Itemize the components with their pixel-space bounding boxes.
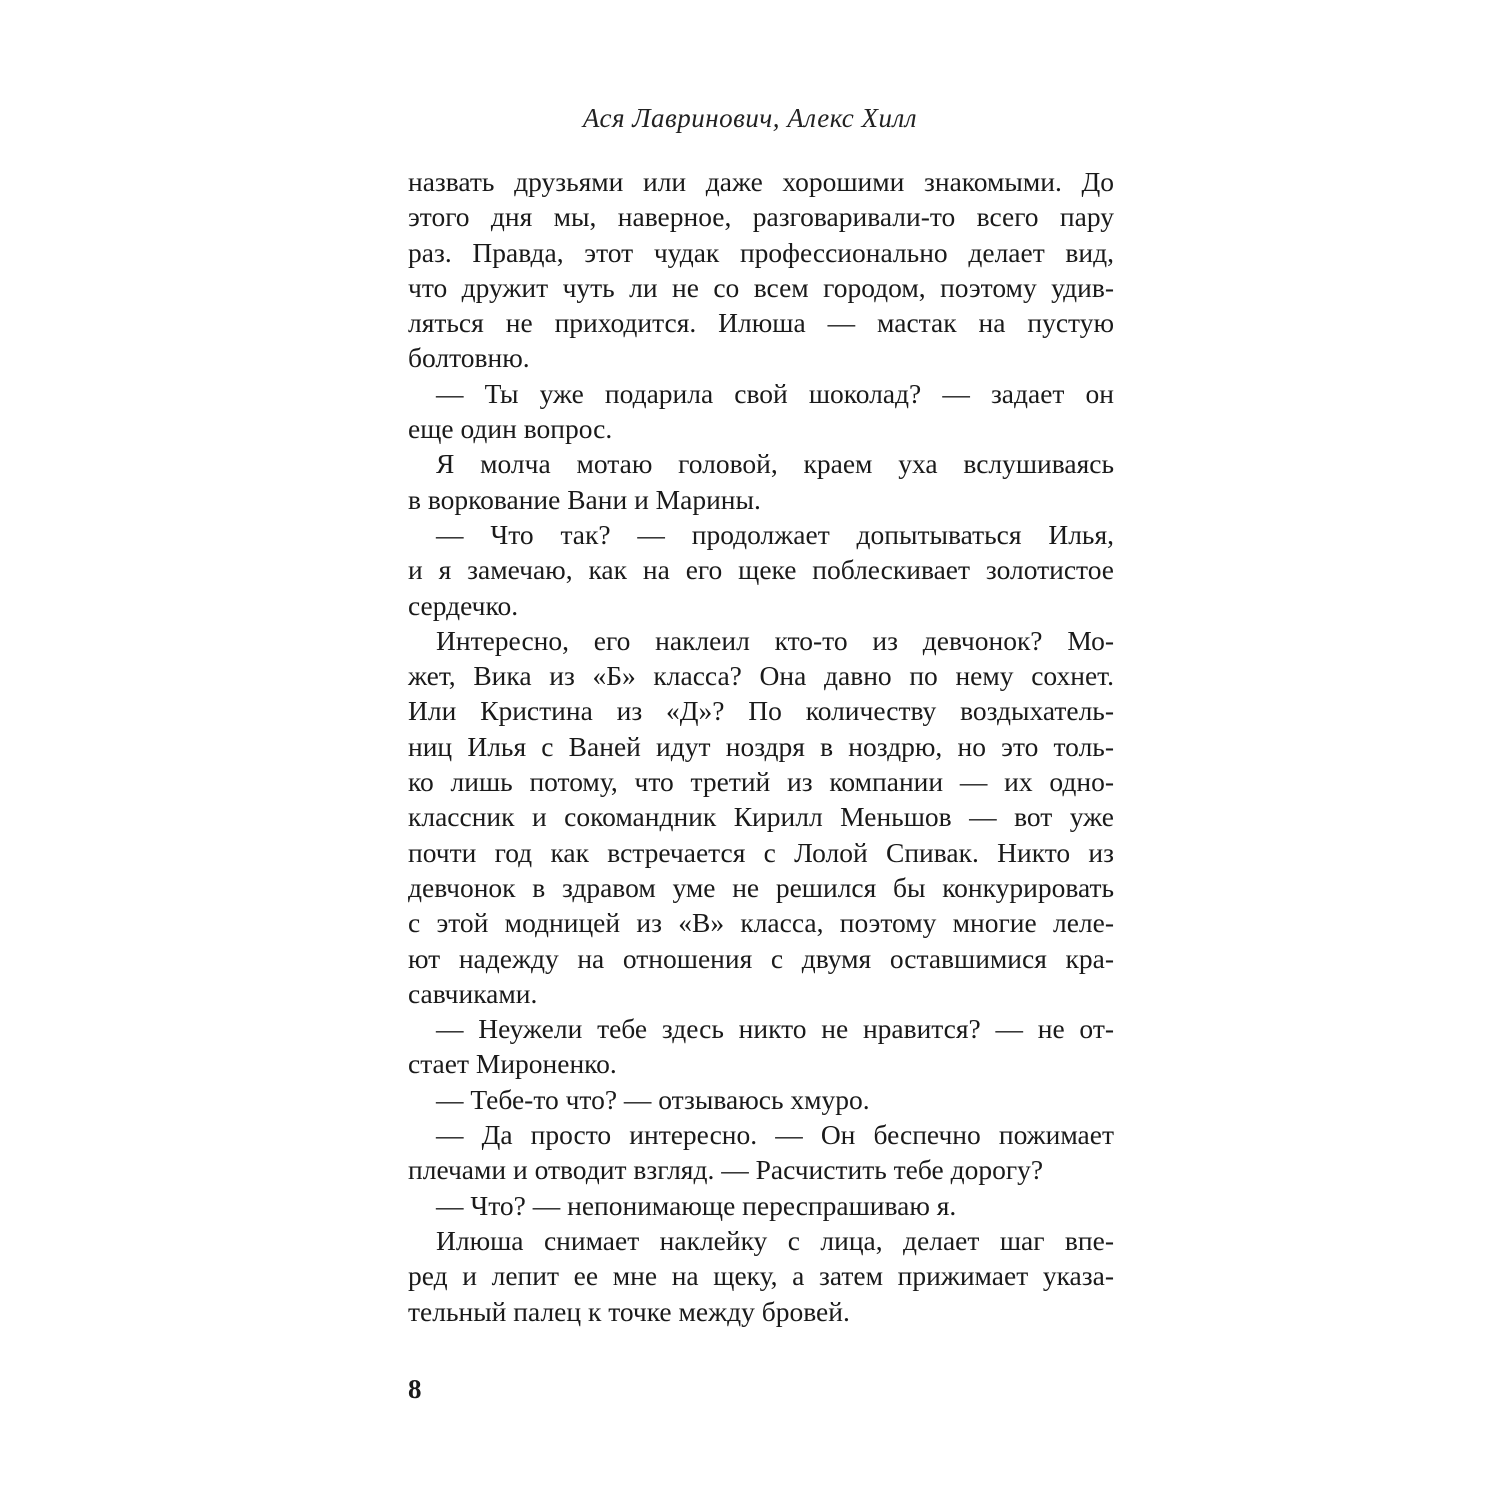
text-line: и я замечаю, как на его щеке поблескивает золотистое — [408, 554, 1114, 586]
text-line: ко лишь потому, что третий из компании — их одно- — [408, 766, 1114, 798]
text-line: болтовню. — [408, 342, 530, 374]
text-line: ниц Илья с Ваней идут ноздря в ноздрю, но это толь- — [408, 730, 1114, 762]
text-line: — Да просто интересно. — Он беспечно пожимает — [436, 1119, 1114, 1151]
text-line: — Тебе-то что? — отзываюсь хмуро. — [436, 1083, 870, 1115]
text-line: девчонок в здравом уме не решился бы конкурировать — [408, 871, 1114, 903]
running-header: Ася Лавринович, Алекс Хилл — [582, 103, 918, 133]
text-line: савчиками. — [408, 977, 538, 1009]
text-line: сердечко. — [408, 589, 519, 621]
text-line: этого дня мы, наверное, разговаривали-то всего пару — [408, 201, 1114, 233]
text-line: Илюша снимает наклейку с лица, делает шаг впе- — [436, 1224, 1114, 1256]
text-line: Или Кристина из «Д»? По количеству воздыхатель- — [408, 695, 1114, 727]
text-line: ют надежду на отношения с двумя оставшимися кра- — [408, 942, 1114, 974]
text-line: раз. Правда, этот чудак профессионально делает вид, — [408, 236, 1114, 268]
text-line: назвать друзьями или даже хорошими знакомыми. До — [408, 166, 1114, 197]
text-line: почти год как встречается с Лолой Спивак. Никто из — [408, 836, 1114, 868]
text-line: — Неужели тебе здесь никто не нравится? — не от- — [436, 1013, 1114, 1045]
text-line: тельный палец к точке между бровей. — [408, 1295, 850, 1327]
text-line: — Ты уже подарила свой шоколад? — задает он — [436, 377, 1114, 409]
text-line: в воркование Вани и Марины. — [408, 483, 761, 515]
text-line: ред и лепит ее мне на щеку, а затем прижимает указа- — [408, 1260, 1114, 1292]
body-text — [408, 164, 1114, 1329]
text-line: что дружит чуть ли не со всем городом, поэтому удив- — [408, 271, 1114, 303]
text-line: Я молча мотаю головой, краем уха вслушиваясь — [436, 448, 1114, 480]
text-line: стает Мироненко. — [408, 1048, 617, 1080]
text-line: с этой модницей из «В» класса, поэтому многие леле- — [408, 907, 1114, 939]
text-line: Интересно, его наклеил кто-то из девчонок? Мо- — [436, 624, 1114, 656]
text-line: плечами и отводит взгляд. — Расчистить тебе дорогу? — [408, 1154, 1044, 1186]
text-line: — Что? — непонимающе переспрашиваю я. — [436, 1189, 957, 1221]
text-line: классник и сокомандник Кирилл Меньшов — вот уже — [408, 801, 1114, 833]
text-line: еще один вопрос. — [408, 413, 613, 445]
text-line: ляться не приходится. Илюша — мастак на пустую — [408, 307, 1114, 339]
text-line: жет, Вика из «Б» класса? Она давно по нему сохнет. — [408, 660, 1114, 692]
text-line: — Что так? — продолжает допытываться Илья, — [436, 518, 1114, 550]
page-number: 8 — [408, 1374, 422, 1404]
